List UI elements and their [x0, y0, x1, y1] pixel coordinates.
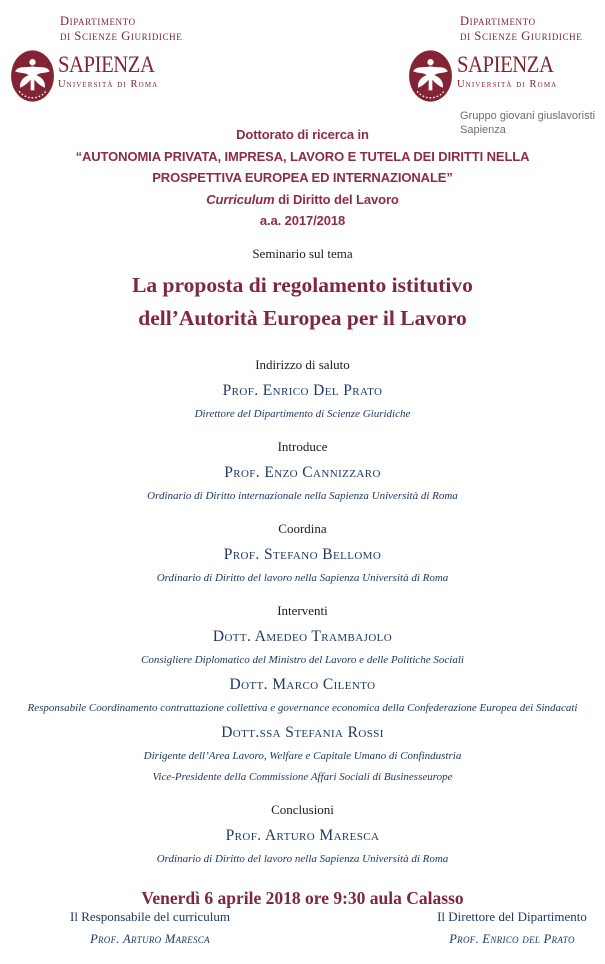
speaker-name: Prof. Stefano Bellomo: [223, 545, 382, 563]
sapienza-emblem-icon: [408, 49, 453, 103]
signature-role: Il Responsabile del curriculum: [70, 909, 230, 924]
sapienza-wordmark-sub: Università di Roma: [457, 79, 558, 90]
speaker-name: Prof. Enrico Del Prato: [222, 381, 383, 399]
department-line1: Dipartimento: [60, 14, 136, 28]
signature-role: Il Direttore del Dipartimento: [437, 909, 587, 924]
section-label: Coordina: [278, 520, 327, 536]
seminar-title-line1: La proposta di regolamento istitutivo: [132, 272, 473, 297]
speaker-role: Responsabile Coordinamento contrattazione collettiva e governance economica della Confederazione Europea dei Sindacati: [27, 701, 578, 714]
department-line2: di Scienze Giuridiche: [60, 29, 183, 43]
group-line1: Gruppo giovani giuslavoristi: [460, 110, 596, 122]
section-label: Introduce: [277, 438, 328, 454]
event-date-line: Venerdì 6 aprile 2018 ore 9:30 aula Calasso: [141, 887, 464, 908]
signature-left: [40, 908, 260, 947]
sapienza-wordmark-sub: Università di Roma: [58, 79, 159, 90]
speaker-role: Ordinario di Diritto del lavoro nella Sapienza Università di Roma: [156, 571, 449, 584]
signature-name: Prof. Enrico del Prato: [449, 932, 575, 946]
sapienza-logotype: [457, 52, 564, 91]
group-line2: Sapienza: [460, 123, 506, 136]
program-section: [0, 438, 605, 503]
sapienza-emblem-icon: [10, 49, 55, 103]
phd-title-line2: PROSPETTIVA EUROPEA ED INTERNAZIONALE”: [152, 170, 453, 185]
section-label: Indirizzo di saluto: [255, 356, 350, 372]
sapienza-wordmark: SAPIENZA: [58, 52, 155, 77]
speaker-name: Prof. Enzo Cannizzaro: [224, 463, 381, 481]
seminar-title-line2: dell’Autorità Europea per il Lavoro: [138, 305, 467, 330]
academic-year: a.a. 2017/2018: [259, 213, 346, 228]
signature-right: [402, 908, 605, 947]
phd-title-line1: “AUTONOMIA PRIVATA, IMPRESA, LAVORO E TUTELA DEI DIRITTI NELLA: [75, 148, 530, 164]
speaker-role: Consigliere Diplomatico del Ministro del Lavoro e delle Politiche Sociali: [141, 653, 464, 666]
program-section: [0, 602, 605, 784]
speaker-role: Vice-Presidente della Commissione Affari Sociali di Businesseurope: [152, 770, 453, 783]
signature-name: Prof. Arturo Maresca: [90, 932, 210, 946]
sapienza-wordmark: SAPIENZA: [457, 52, 554, 77]
seminar-kicker: Seminario sul tema: [252, 245, 353, 261]
section-label: Conclusioni: [271, 801, 334, 817]
department-name: [460, 14, 582, 44]
speaker-name: Dott.ssa Stefania Rossi: [221, 723, 384, 741]
program: [0, 356, 605, 866]
curriculum-line: [0, 189, 605, 211]
speaker-role: Ordinario di Diritto internazionale nella Sapienza Università di Roma: [147, 489, 458, 502]
department-name: [60, 14, 182, 44]
flyer-content: [0, 124, 605, 910]
department-line1: Dipartimento: [460, 14, 536, 28]
phd-intro-line: Dottorato di ricerca in: [236, 127, 369, 142]
department-line2: di Scienze Giuridiche: [460, 29, 583, 43]
program-section: [0, 520, 605, 585]
speaker-name: Dott. Marco Cilento: [229, 675, 376, 693]
speaker-name: Prof. Arturo Maresca: [225, 826, 380, 844]
speaker-role: Dirigente dell’Area Lavoro, Welfare e Capitale Umano di Confindustria: [143, 749, 462, 762]
speaker-name: Dott. Amedeo Trambajolo: [212, 627, 393, 645]
curriculum-word: Curriculum: [206, 191, 275, 207]
sapienza-logotype: [58, 52, 165, 91]
speaker-role: Direttore del Dipartimento di Scienze Giuridiche: [194, 407, 411, 420]
program-section: [0, 801, 605, 866]
program-section: [0, 356, 605, 421]
speaker-role: Ordinario di Diritto del lavoro nella Sapienza Università di Roma: [156, 852, 449, 865]
curriculum-rest: di Diritto del Lavoro: [274, 191, 399, 207]
section-label: Interventi: [277, 602, 328, 618]
